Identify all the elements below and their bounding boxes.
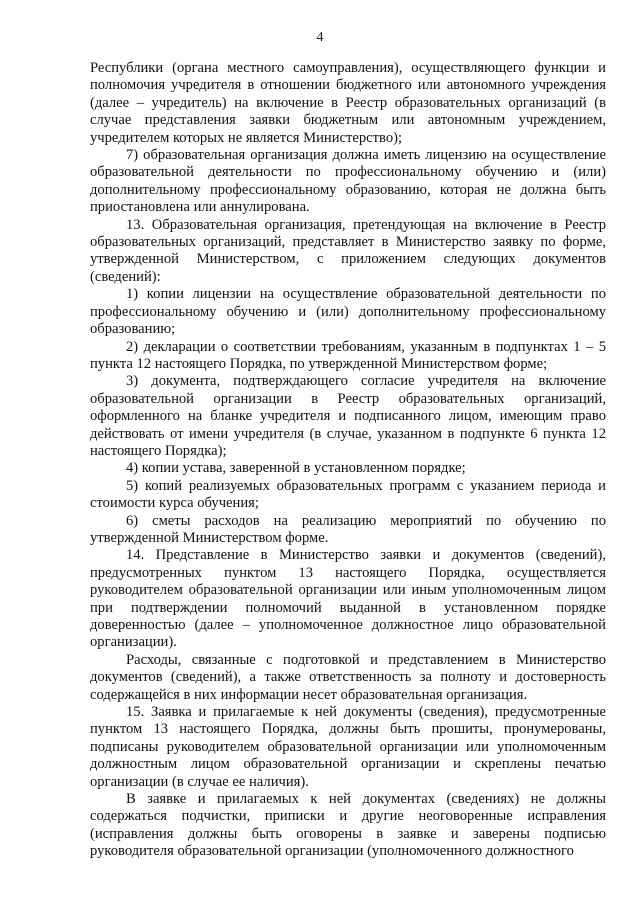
paragraph-item-3: 3) документа, подтверждающего согласие учредителя на включение образовательной организации в Реестр образовательных организаций, оформленного на бланке учредителя и подписанного лицом, имеющим право действовать от имени учредителя (в случае, указанном в подпункте 6 пункта 12 настоящего Порядка); — [90, 373, 606, 459]
paragraph-item-1: 1) копии лицензии на осуществление образовательной деятельности по профессиональному обучению и (или) дополнительному профессиональному образованию; — [90, 286, 606, 338]
paragraph-item-2: 2) декларации о соответствии требованиям, указанным в подпунктах 1 – 5 пункта 12 настоящего Порядка, по утвержденной Министерством форме; — [90, 338, 606, 372]
paragraph-item-4: 4) копии устава, заверенной в установленном порядке; — [126, 460, 466, 477]
paragraph-clause-15: 15. Заявка и прилагаемые к ней документы (сведения), предусмотренные пунктом 13 настоящего Порядка, должны быть прошиты, пронумерованы, подписаны руководителем образовательной организации или уполномоченным должностным лицом образовательной организации и скреплены печатью организации (в случае ее наличия). — [90, 704, 606, 790]
document-body — [90, 60, 606, 861]
paragraph-item-6: 6) сметы расходов на реализацию мероприятий по обучению по утвержденной Министерством форме. — [90, 512, 606, 546]
paragraph-continuation: Республики (органа местного самоуправления), осуществляющего функции и полномочия учредителя в отношении бюджетного или автономного учреждения (далее – учредитель) на включение в Реестр образовательных организаций (в случае представления заявки бюджетным или автономным учреждением, учредителем которых не является Министерство); — [90, 60, 606, 146]
paragraph-corrections: В заявке и прилагаемых к ней документах (сведениях) не должны содержаться подчистки, приписки и другие неоговоренные исправления (исправления должны быть оговорены в заявке и заверены подписью руководителя образовательной организации (уполномоченного должностного — [90, 791, 606, 860]
paragraph-expenses: Расходы, связанные с подготовкой и представлением в Министерство документов (сведений), а также ответственность за полноту и достоверность содержащейся в них информации несет образовательная организация. — [90, 651, 606, 703]
paragraph-clause-13: 13. Образовательная организация, претендующая на включение в Реестр образовательных организаций, представляет в Министерство заявку по форме, утвержденной Министерством, с приложением следующих документов (сведений): — [90, 216, 606, 285]
paragraph-item-7: 7) образовательная организация должна иметь лицензию на осуществление образовательной деятельности по профессиональному обучению и (или) дополнительному профессиональному образованию, которая не должна быть приостановлена или аннулирована. — [90, 147, 606, 216]
page-number: 4 — [316, 30, 324, 45]
paragraph-item-5: 5) копий реализуемых образовательных программ с указанием периода и стоимости курса обучения; — [90, 477, 606, 512]
paragraph-clause-14: 14. Представление в Министерство заявки и документов (сведений), предусмотренных пунктом 13 настоящего Порядка, осуществляется руководителем образовательной организации или иным уполномоченным лицом при подтверждении полномочий выданной в установленном порядке доверенностью (далее – уполномоченное должностное лицо образовательной организации). — [90, 547, 606, 651]
